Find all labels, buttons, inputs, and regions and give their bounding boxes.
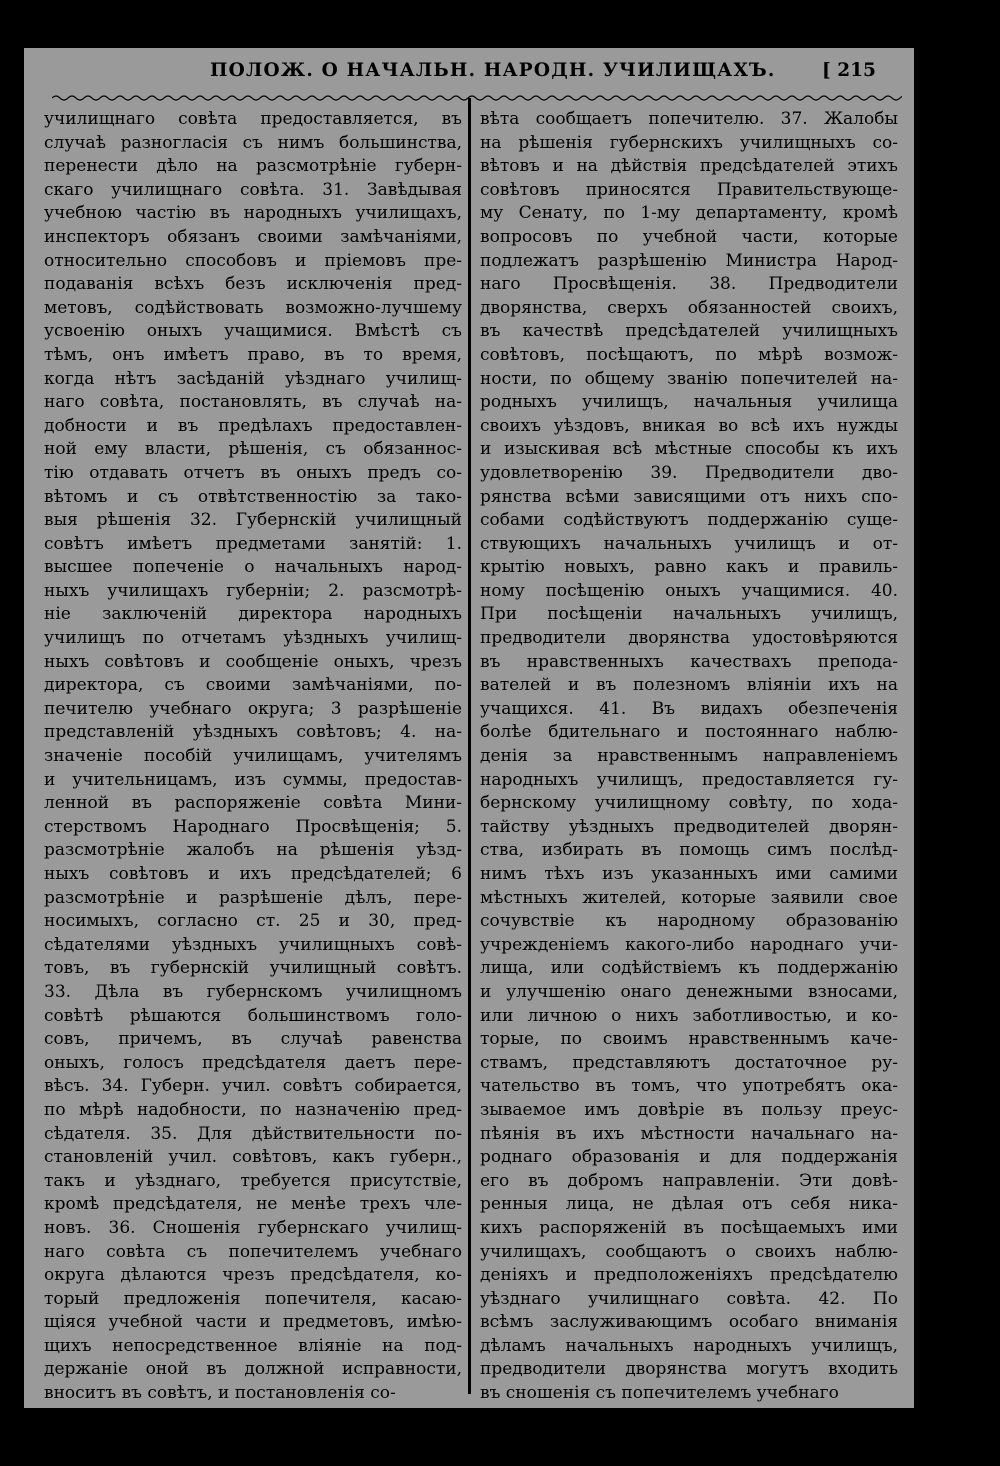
text-line: рянства всѣми зависящими отъ нихъ спо- — [480, 486, 898, 507]
text-line: вателей и въ полезномъ вліяніи ихъ на — [480, 675, 898, 696]
text-line: въ нравственныхъ качествахъ препода- — [480, 651, 898, 672]
text-line: сѣдателя. 35. Для дѣйствительности по- — [44, 1123, 462, 1144]
text-line: наго Просвѣщенія. 38. Предводители — [480, 274, 898, 295]
text-line: въ сношенія съ попечителемъ учебнаго — [480, 1383, 839, 1404]
text-line: родныхъ училищъ, начальныя училища — [480, 392, 898, 413]
text-line: ленной въ распоряженіе совѣта Мини- — [44, 793, 462, 814]
text-line: уѣзднаго училищнаго совѣта. 42. По — [480, 1288, 898, 1309]
text-line: бернскому училищному совѣту, по хода- — [480, 793, 898, 814]
text-line: чательство въ томъ, что употребятъ ока- — [480, 1076, 898, 1097]
text-line: болѣе бдительнаго и постояннаго наблю- — [480, 722, 898, 743]
text-line: вѣсъ. 34. Губерн. учил. совѣтъ собирается, — [44, 1076, 462, 1097]
text-line: ства, избирать въ помощь симъ послѣд- — [480, 840, 898, 861]
text-line: перенести дѣло на разсмотрѣніе губерн- — [44, 156, 462, 177]
text-line: учащихся. 41. Въ видахъ обезпеченія — [480, 698, 898, 719]
text-line: щіяся учебной части и предметовъ, имѣю- — [44, 1312, 462, 1333]
text-line: народныхъ училищъ, предоставляется гу- — [480, 769, 898, 790]
text-line: ному посѣщенію оныхъ учащимися. 40. — [480, 580, 898, 601]
text-line: наго совѣта съ попечителемъ учебнаго — [44, 1241, 462, 1262]
text-line: совѣтъ имѣетъ предметами занятій: 1. — [44, 533, 462, 554]
text-line: учрежденіемъ какого-либо народнаго учи- — [480, 934, 898, 955]
text-line: собами содѣйствуютъ поддержанію суще- — [480, 510, 898, 531]
text-line: на рѣшенія губернскихъ училищныхъ со- — [480, 132, 898, 153]
text-line: когда нѣтъ засѣданій уѣзднаго училищ- — [44, 368, 462, 389]
text-line: скаго училищнаго совѣта. 31. Завѣдывая — [44, 179, 462, 200]
text-line: и учительницамъ, изъ суммы, предостав- — [44, 769, 462, 790]
text-line: представленій уѣздныхъ совѣтовъ; 4. на- — [44, 722, 462, 743]
text-line: подлежатъ разрѣшенію Министра Народ- — [480, 250, 898, 271]
text-line: 33. Дѣла въ губернскомъ училищномъ — [44, 981, 462, 1002]
text-line: мѣстныхъ жителей, которые заявили свое — [480, 887, 898, 908]
text-line: и изыскивая всѣ мѣстные способы къ ихъ — [480, 439, 898, 460]
text-line: ныхъ училищахъ губерніи; 2. разсмотрѣ- — [44, 580, 462, 601]
text-line: При посѣщеніи начальныхъ училищъ, — [480, 604, 898, 625]
text-line: вѣтовъ и на дѣйствія предсѣдателей этихъ — [480, 156, 898, 177]
column-divider — [468, 98, 471, 1394]
text-line: оныхъ, голосъ предсѣдателя даетъ пере- — [44, 1052, 462, 1073]
text-line: и улучшенію онаго денежными взносами, — [480, 981, 898, 1002]
text-line: ныхъ совѣтовъ и ихъ предсѣдателей; 6 — [44, 864, 462, 884]
text-line: лища, или содѣйствіемъ къ поддержанію — [480, 958, 898, 979]
text-line: въ качествѣ предсѣдателей училищныхъ — [480, 321, 898, 342]
text-line: му Сенату, по 1-му департаменту, кромѣ — [480, 203, 898, 224]
text-line: удовлетворенію 39. Предводители дво- — [480, 462, 898, 483]
text-line: тію отдавать отчетъ въ оныхъ предъ со- — [44, 462, 462, 483]
text-line: его въ добромъ направленіи. Эти довѣ- — [480, 1170, 898, 1191]
text-line: крытію новыхъ, равно какъ и правиль- — [480, 557, 898, 578]
text-line: нимъ тѣхъ изъ указанныхъ ими самими — [480, 864, 898, 884]
text-line: сочувствіе къ народному образованію — [480, 911, 898, 932]
text-line: становленій учил. совѣтовъ, какъ губерн., — [44, 1147, 462, 1168]
left-text-column — [44, 108, 462, 1406]
text-line: училищъ по отчетамъ уѣздныхъ училищ- — [44, 628, 462, 649]
text-line: такъ и уѣзднаго, требуется присутствіе, — [44, 1170, 462, 1191]
text-line: выя рѣшенія 32. Губернскій училищный — [44, 510, 462, 531]
running-header — [22, 58, 916, 90]
text-line: печителю учебнаго округа; 3 разрѣшеніе — [44, 698, 462, 719]
running-title: ПОЛОЖ. О НАЧАЛЬН. НАРОДН. УЧИЛИЩАХЪ. — [210, 60, 776, 81]
text-line: ности, по общему званію попечителей на- — [480, 368, 898, 389]
text-line: вѣтомъ и съ отвѣтственностію за тако- — [44, 486, 462, 507]
text-line: относительно способовъ и пріемовъ пре- — [44, 250, 462, 271]
text-line: или личною о нихъ заботливостью, и ко- — [480, 1005, 898, 1026]
page-edge-mark — [908, 1376, 916, 1400]
text-line: метовъ, содѣйствовать возможно-лучшему — [44, 297, 462, 318]
decorative-wavy-rule — [52, 94, 902, 102]
text-line: денія за нравственнымъ направленіемъ — [480, 746, 898, 767]
text-line: торые, по своимъ нравственнымъ каче- — [480, 1029, 898, 1050]
text-line: деніяхъ и предположеніяхъ предсѣдателю — [480, 1265, 898, 1286]
text-line: предводители дворянства удостовѣряются — [480, 628, 898, 649]
text-line: случаѣ разногласія съ нимъ большинства, — [44, 132, 462, 153]
text-line: добности и въ предѣлахъ предоставлен- — [44, 415, 462, 436]
text-line: вѣта сообщаетъ попечителю. 37. Жалобы — [480, 109, 898, 129]
text-line: кромѣ предсѣдателя, не менѣе трехъ чле- — [44, 1194, 462, 1215]
text-line: ствующихъ начальныхъ училищъ и от- — [480, 533, 898, 554]
text-line: учебною частію въ народныхъ училищахъ, — [44, 203, 462, 224]
book-page — [22, 46, 916, 1408]
text-line: новъ. 36. Сношенія губернскаго училищ- — [44, 1217, 462, 1238]
text-line: ствамъ, представляютъ достаточное ру- — [480, 1052, 898, 1073]
text-line: разсмотрѣніе жалобъ на рѣшенія уѣзд- — [44, 840, 462, 861]
text-line: усвоенію оныхъ учащимися. Вмѣстѣ съ — [44, 321, 462, 342]
text-line: округа дѣлаются чрезъ предсѣдателя, ко- — [44, 1265, 462, 1286]
text-line: совѣтовъ, посѣщаютъ, по мѣрѣ возмож- — [480, 344, 898, 365]
text-line: зываемое имъ довѣріе въ пользу преус- — [480, 1099, 898, 1120]
text-line: предводители дворянства могутъ входить — [480, 1359, 898, 1380]
text-line: инспекторъ обязанъ своими замѣчаніями, — [44, 226, 462, 247]
text-line: тайству уѣздныхъ предводителей дворян- — [480, 816, 898, 837]
text-line: роднаго образованія и для поддержанія — [480, 1147, 898, 1168]
text-line: совѣтѣ рѣшаются большинствомъ голо- — [44, 1005, 462, 1026]
text-line: ніе заключеній директора народныхъ — [44, 604, 462, 625]
text-line: подаванія всѣхъ безъ исключенія пред- — [44, 274, 462, 295]
text-line: ной ему власти, рѣшенія, съ обязаннос- — [44, 439, 462, 460]
text-line: пѣянія въ ихъ мѣстности начальнаго на- — [480, 1123, 898, 1144]
text-line: товъ, въ губернскій училищный совѣтъ. — [44, 958, 462, 979]
text-line: училищнаго совѣта предоставляется, въ — [44, 109, 462, 129]
text-line: сѣдателями уѣздныхъ училищныхъ совѣ- — [44, 934, 462, 955]
text-line: совъ, причемъ, въ случаѣ равенства — [44, 1029, 462, 1050]
text-line: держаніе оной въ должной исправности, — [44, 1359, 462, 1380]
text-line: вопросовъ по учебной части, которые — [480, 226, 898, 247]
text-line: ныхъ совѣтовъ и сообщеніе оныхъ, чрезъ — [44, 651, 462, 672]
text-line: носимыхъ, согласно ст. 25 и 30, пред- — [44, 911, 462, 932]
text-line: стерствомъ Народнаго Просвѣщенія; 5. — [44, 816, 462, 837]
page-border-top — [22, 46, 916, 48]
text-line: директора, съ своими замѣчаніями, по- — [44, 675, 462, 696]
text-line: ренныя лица, не дѣлая отъ себя никa- — [480, 1194, 898, 1215]
text-line: наго совѣта, постановлять, въ случаѣ на- — [44, 392, 462, 413]
page-number: [ 215 — [822, 60, 876, 81]
text-line: училищахъ, сообщаютъ о своихъ наблю- — [480, 1241, 898, 1262]
text-line: своихъ уѣздовъ, вникая во всѣ ихъ нужды — [480, 415, 898, 436]
text-line: совѣтовъ приносятся Правительствующе- — [480, 179, 898, 200]
text-line: тѣмъ, онъ имѣетъ право, въ то время, — [44, 344, 462, 365]
text-line: дѣламъ начальныхъ народныхъ училищъ, — [480, 1335, 898, 1356]
text-line: торый предложенія попечителя, касаю- — [44, 1288, 462, 1309]
text-line: всѣмъ заслуживающимъ особаго вниманія — [480, 1312, 898, 1333]
right-text-column — [480, 108, 898, 1406]
text-line: значеніе пособій училищамъ, учителямъ — [44, 746, 462, 767]
page-border-left — [22, 46, 24, 1408]
text-line: по мѣрѣ надобности, по назначенію пред- — [44, 1099, 462, 1120]
text-line: вноситъ въ совѣтъ, и постановленія со- — [44, 1383, 396, 1404]
text-line: высшее попеченіе о начальныхъ народ- — [44, 557, 462, 578]
text-line: щихъ непосредственное вліяніе на под- — [44, 1335, 462, 1356]
text-line: дворянства, сверхъ обязанностей своихъ, — [480, 297, 898, 318]
text-line: кихъ распоряженій въ посѣщаемыхъ ими — [480, 1217, 898, 1238]
text-line: разсмотрѣніе и разрѣшеніе дѣлъ, пере- — [44, 887, 462, 908]
page-border-right — [914, 46, 916, 1408]
